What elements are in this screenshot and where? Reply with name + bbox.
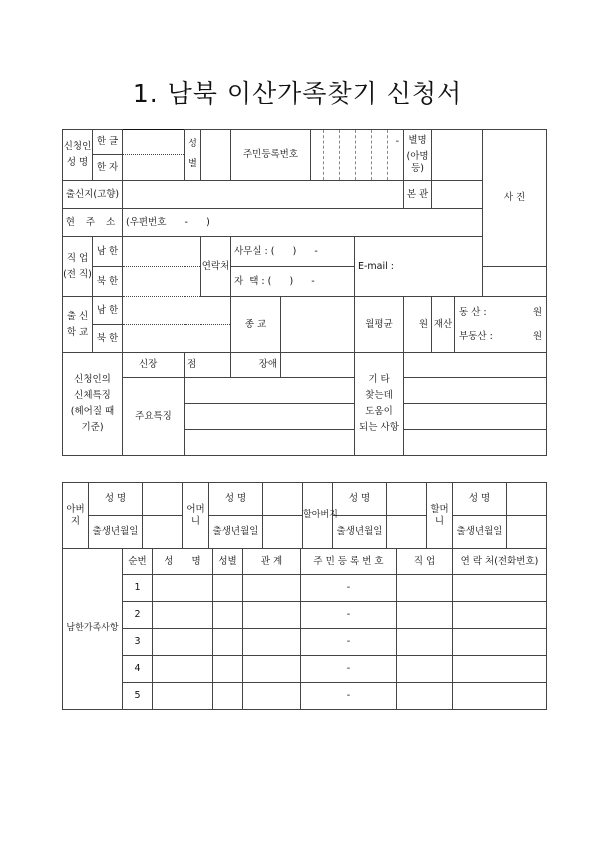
applicant-label-line1: 신청인	[63, 141, 92, 153]
assets-field[interactable]	[455, 297, 547, 353]
other-info-line3: 도움이	[365, 406, 393, 417]
family-header-no: 순번	[123, 549, 153, 575]
job-south-label: 남 한	[93, 237, 123, 267]
monthly-income-field[interactable]: 원	[404, 297, 432, 353]
photo-box[interactable]: 사 진	[483, 130, 547, 267]
other-info-field-1[interactable]	[404, 353, 547, 378]
resident-no-label: 주민등록번호	[231, 130, 311, 181]
features-label-line1: 신청인의	[74, 374, 111, 386]
mother-birth-field[interactable]	[263, 516, 303, 549]
origin-label: 출신지(고향)	[63, 181, 123, 209]
school-north-label: 북 한	[93, 325, 123, 353]
job-north-label: 북 한	[93, 267, 123, 297]
hangul-label: 한 글	[93, 130, 123, 155]
family-row-gender[interactable]	[213, 683, 243, 710]
address-field[interactable]: (우편번호 - )	[123, 209, 483, 237]
family-row-contact[interactable]	[453, 683, 547, 710]
family-row-contact[interactable]	[453, 602, 547, 629]
main-features-field-3[interactable]	[185, 430, 355, 456]
family-header-resident-no: 주 민 등 록 번 호	[301, 549, 397, 575]
grandfather-name-label: 성 명	[333, 483, 387, 516]
family-row-job[interactable]	[397, 602, 453, 629]
other-info-label	[355, 353, 404, 456]
father-birth-label: 출생년월일	[89, 516, 143, 549]
mother-name-field[interactable]	[263, 483, 303, 516]
father-name-field[interactable]	[143, 483, 183, 516]
movable-label: 동 산 :	[459, 306, 487, 318]
origin-field[interactable]	[123, 181, 404, 209]
job-south-field[interactable]	[123, 237, 201, 267]
contact-label: 연락처	[201, 237, 231, 297]
family-header-gender: 성별	[213, 549, 243, 575]
address-label: 현 주 소	[63, 209, 123, 237]
school-label-line2: 학 교	[66, 326, 89, 338]
family-row-contact[interactable]	[453, 656, 547, 683]
alias-label	[404, 130, 432, 181]
applicant-label-line2: 성 명	[66, 157, 89, 168]
grandmother-name-label: 성 명	[453, 483, 507, 516]
school-label	[63, 297, 93, 353]
email-field[interactable]: E-mail :	[355, 237, 483, 297]
family-row-name[interactable]	[153, 656, 213, 683]
family-row-name[interactable]	[153, 575, 213, 602]
grandfather-birth-label: 출생년월일	[333, 516, 387, 549]
alias-label-text: 별명	[408, 135, 427, 147]
school-label-line1: 출 신	[66, 310, 89, 322]
family-row-contact[interactable]	[453, 629, 547, 656]
family-label: 남한가족사항	[63, 549, 123, 710]
email-spare-cell	[483, 267, 547, 297]
family-header-job: 직 업	[397, 549, 453, 575]
immovable-label: 부동산 :	[459, 330, 493, 342]
hanja-label: 한 자	[93, 155, 123, 181]
other-info-line2: 찾는데	[365, 390, 393, 402]
religion-field[interactable]	[281, 297, 355, 353]
resident-no-dash: -	[395, 136, 400, 147]
features-label	[63, 353, 123, 456]
applicant-info-table	[62, 129, 547, 456]
family-row	[63, 683, 547, 710]
family-row-relation[interactable]	[243, 656, 301, 683]
job-north-field[interactable]	[123, 267, 201, 297]
family-row-relation[interactable]	[243, 683, 301, 710]
family-row-no: 1	[123, 575, 153, 602]
family-row-no: 2	[123, 602, 153, 629]
other-info-field-3[interactable]	[404, 404, 547, 430]
resident-no-field[interactable]	[311, 130, 404, 181]
other-info-field-2[interactable]	[404, 378, 547, 404]
family-row	[63, 602, 547, 629]
hangul-name-field[interactable]	[123, 130, 185, 155]
family-row-job[interactable]	[397, 575, 453, 602]
features-label-line4: 기준)	[81, 421, 104, 433]
family-table	[62, 548, 547, 710]
movable-unit: 원	[532, 306, 543, 318]
mother-label: 어머니	[183, 483, 209, 549]
family-row-name[interactable]	[153, 683, 213, 710]
family-row	[63, 629, 547, 656]
family-row-no: 5	[123, 683, 153, 710]
mother-name-label: 성 명	[209, 483, 263, 516]
father-label: 아버지	[63, 483, 89, 549]
family-row-resident-no[interactable]: -	[301, 629, 397, 656]
family-row-resident-no[interactable]: -	[301, 683, 397, 710]
other-info-field-4[interactable]	[404, 430, 547, 456]
family-row-gender[interactable]	[213, 575, 243, 602]
family-row-job[interactable]	[397, 683, 453, 710]
other-info-line1: 기 타	[368, 374, 390, 386]
page-title: 1. 남북 이산가족찾기 신청서	[132, 79, 463, 108]
school-south-label: 남 한	[93, 297, 123, 325]
office-phone-field[interactable]: 사무실 : ( ) -	[231, 237, 355, 267]
height-label: 신장	[123, 353, 185, 378]
gender-field[interactable]	[201, 130, 231, 181]
home-phone-field[interactable]: 자 택 : ( ) -	[231, 267, 355, 297]
job-label-line1: 직 업	[66, 252, 89, 264]
job-label	[63, 237, 93, 297]
family-row-name[interactable]	[153, 629, 213, 656]
applicant-name-label	[63, 130, 93, 181]
father-name-label: 성 명	[89, 483, 143, 516]
assets-label: 재산	[432, 297, 455, 353]
family-row-relation[interactable]	[243, 575, 301, 602]
main-features-label: 주요특징	[123, 378, 185, 456]
grandmother-label: 할머니	[427, 483, 453, 549]
family-row	[63, 656, 547, 683]
family-row-no: 4	[123, 656, 153, 683]
family-row-no: 3	[123, 629, 153, 656]
family-row-gender[interactable]	[213, 602, 243, 629]
features-label-line3: (헤어질 때	[70, 406, 115, 417]
family-header-relation: 관 계	[243, 549, 301, 575]
school-north-field[interactable]	[123, 325, 231, 353]
immovable-unit: 원	[532, 330, 543, 342]
alias-field[interactable]	[432, 130, 483, 181]
other-info-line4: 되는 사항	[359, 421, 399, 433]
grandfather-birth-field[interactable]	[387, 516, 427, 549]
bongwan-label: 본 관	[404, 181, 432, 209]
grandfather-name-field[interactable]	[387, 483, 427, 516]
grandmother-birth-label: 출생년월일	[453, 516, 507, 549]
family-row-relation[interactable]	[243, 602, 301, 629]
monthly-income-label: 월평균	[355, 297, 404, 353]
gender-label: 성별	[185, 130, 201, 181]
father-birth-field[interactable]	[143, 516, 183, 549]
family-row-resident-no[interactable]: -	[301, 602, 397, 629]
disability-label: 장애	[231, 353, 281, 378]
family-row-job[interactable]	[397, 656, 453, 683]
grandmother-birth-field[interactable]	[507, 516, 547, 549]
parents-table	[62, 482, 547, 549]
religion-label: 종 교	[231, 297, 281, 353]
family-header-contact: 연 락 처(전화번호)	[453, 549, 547, 575]
mother-birth-label: 출생년월일	[209, 516, 263, 549]
family-row-resident-no[interactable]: -	[301, 656, 397, 683]
family-row-relation[interactable]	[243, 629, 301, 656]
family-row-resident-no[interactable]: -	[301, 575, 397, 602]
school-south-field[interactable]	[123, 297, 231, 325]
family-row-contact[interactable]	[453, 575, 547, 602]
family-row-name[interactable]	[153, 602, 213, 629]
family-row-gender[interactable]	[213, 629, 243, 656]
grandmother-name-field[interactable]	[507, 483, 547, 516]
family-row	[63, 575, 547, 602]
hanja-name-field[interactable]	[123, 155, 185, 181]
bongwan-field[interactable]	[432, 181, 483, 209]
alias-sub-text: (아명등)	[406, 151, 429, 174]
main-features-field-2[interactable]	[185, 404, 355, 430]
family-row-gender[interactable]	[213, 656, 243, 683]
disability-field[interactable]	[281, 353, 355, 378]
family-row-job[interactable]	[397, 629, 453, 656]
family-header-name: 성 명	[153, 549, 213, 575]
main-features-field-1[interactable]	[185, 378, 355, 404]
grandfather-label: 할아버지	[303, 483, 333, 549]
blemish-label: 점	[185, 353, 231, 378]
job-label-line2: (전 직)	[63, 268, 92, 280]
features-label-line2: 신체특징	[74, 390, 111, 402]
